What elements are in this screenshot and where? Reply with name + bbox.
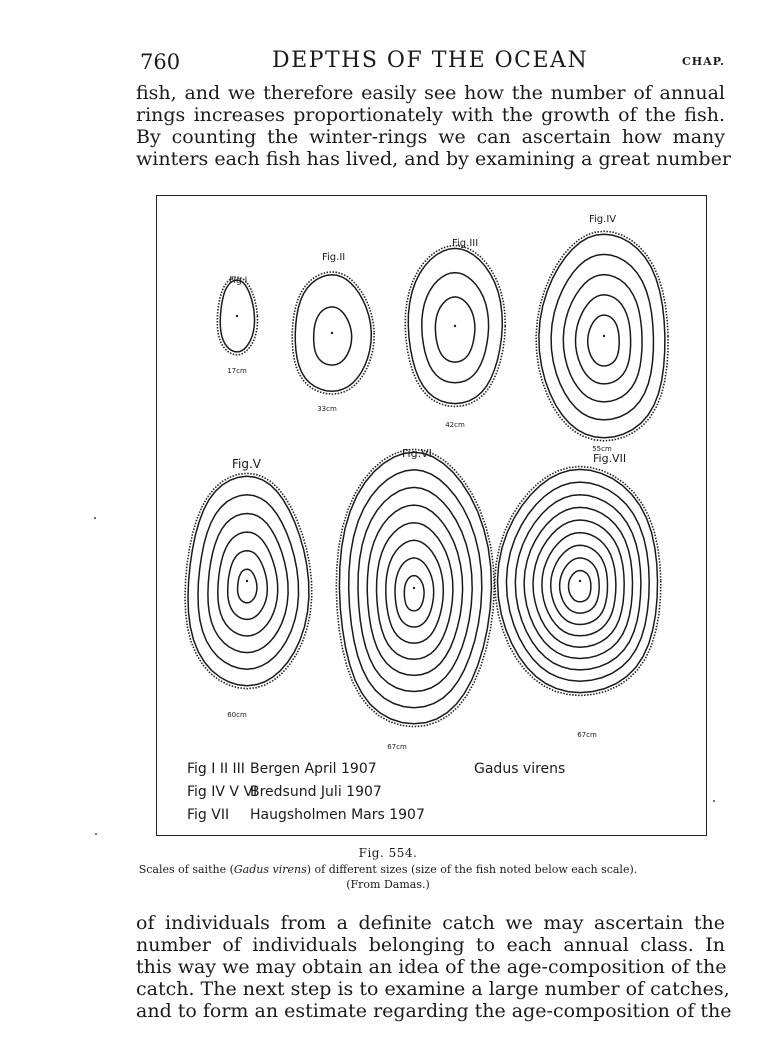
text-line: rings increases proportionately with the growth of the fish. (136, 104, 725, 126)
annual-ring (560, 558, 600, 613)
scale-figure (217, 276, 257, 375)
running-title: DEPTHS OF THE OCEAN (272, 48, 589, 73)
figure-number: Fig. 554. (358, 846, 418, 860)
scale-focus (236, 315, 238, 317)
scale-size-label: 17cm (227, 367, 247, 375)
scale-label: Fig.III (452, 238, 479, 249)
paragraph-top (136, 82, 731, 170)
legend-place-3: Haugsholmen Mars 1907 (250, 807, 425, 823)
scale-focus (603, 335, 605, 337)
annual-ring (218, 532, 278, 636)
chapter-marker: CHAP. (682, 55, 725, 68)
caption-text-after: ) of different sizes (size of the fish noted below each scale). (306, 863, 638, 876)
annual-ring (515, 495, 641, 670)
paragraph-bottom (136, 912, 732, 1022)
legend-figs-1: Fig I II III (187, 761, 245, 777)
text-line: this way we may obtain an idea of the age-composition of the (136, 956, 727, 978)
scale-size-label: 42cm (445, 421, 465, 429)
scale-figure (405, 238, 505, 429)
caption-species: Gadus virens (233, 863, 307, 876)
annual-ring (542, 533, 616, 636)
text-line: fish, and we therefore easily see how the number of annual (136, 82, 725, 104)
scale-focus (579, 580, 581, 582)
text-line: By counting the winter-rings we can ascertain how many (136, 126, 725, 148)
scales-illustration (157, 196, 708, 837)
legend-figs-3: Fig VII (187, 807, 230, 823)
annual-ring (498, 469, 658, 692)
text-line: winters each fish has lived, and by examining a great number (136, 148, 731, 170)
scale-label: Fig.I (229, 276, 248, 286)
page-header (140, 46, 725, 80)
caption-credit: (From Damas.) (346, 878, 430, 891)
annual-ring (395, 558, 434, 627)
scale-size-label: 67cm (577, 731, 597, 739)
annual-ring (551, 254, 653, 420)
scale-size-label: 33cm (317, 405, 337, 413)
text-line: and to form an estimate regarding the age-composition of the (136, 1000, 732, 1022)
scale-figure (536, 214, 668, 453)
caption-line (0, 862, 776, 877)
annual-ring (404, 576, 424, 611)
scale-focus (246, 580, 248, 582)
scale-figure (495, 452, 661, 739)
annual-ring (576, 295, 631, 384)
scale-label: Fig.IV (589, 214, 617, 225)
annual-ring (539, 234, 665, 438)
scale-size-label: 67cm (387, 743, 407, 751)
print-speck (95, 833, 97, 835)
print-speck (94, 517, 96, 519)
annual-ring (367, 505, 462, 675)
text-line: number of individuals belonging to each annual class. In (136, 934, 725, 956)
text-line: catch. The next step is to examine a large number of catches, (136, 978, 730, 1000)
scale-focus (454, 325, 456, 327)
scale-label: Fig.VII (593, 452, 627, 465)
scale-size-label: 55cm (592, 445, 612, 453)
page-number: 760 (140, 50, 181, 74)
annual-ring (228, 551, 268, 620)
species-label: Gadus virens (474, 761, 566, 777)
figure-554 (156, 195, 707, 836)
scale-figure (185, 457, 312, 719)
annual-ring (358, 487, 472, 691)
text-line: of individuals from a definite catch we may ascertain the (136, 912, 725, 934)
annual-ring (295, 275, 371, 391)
scale-figure (336, 447, 494, 751)
annual-ring (339, 452, 491, 724)
scale-label: Fig.VI (402, 447, 432, 460)
annual-ring (238, 569, 257, 603)
annual-ring (435, 297, 475, 362)
annual-ring (377, 523, 453, 660)
annual-ring (314, 307, 352, 365)
legend-place-2: Bredsund Juli 1907 (250, 784, 382, 800)
scale-label: Fig.II (322, 252, 346, 263)
caption-text-before: Scales of saithe ( (138, 863, 234, 876)
annual-ring (422, 273, 489, 383)
scale-label: Fig.V (232, 457, 262, 471)
scale-figure (292, 252, 374, 413)
annual-ring (588, 315, 620, 366)
legend-place-1: Bergen April 1907 (250, 761, 377, 777)
scale-focus (413, 587, 415, 589)
print-speck (713, 800, 715, 802)
annual-ring (208, 514, 288, 653)
annual-ring (533, 520, 624, 647)
scale-edge (185, 473, 312, 688)
scale-focus (331, 332, 333, 334)
annual-ring (569, 571, 591, 602)
annual-ring (198, 495, 299, 669)
scale-size-label: 60cm (227, 711, 247, 719)
annual-ring (506, 482, 649, 681)
figure-caption (0, 862, 776, 892)
figure-legend (187, 761, 565, 823)
legend-figs-2: Fig IV V VI (187, 784, 258, 800)
